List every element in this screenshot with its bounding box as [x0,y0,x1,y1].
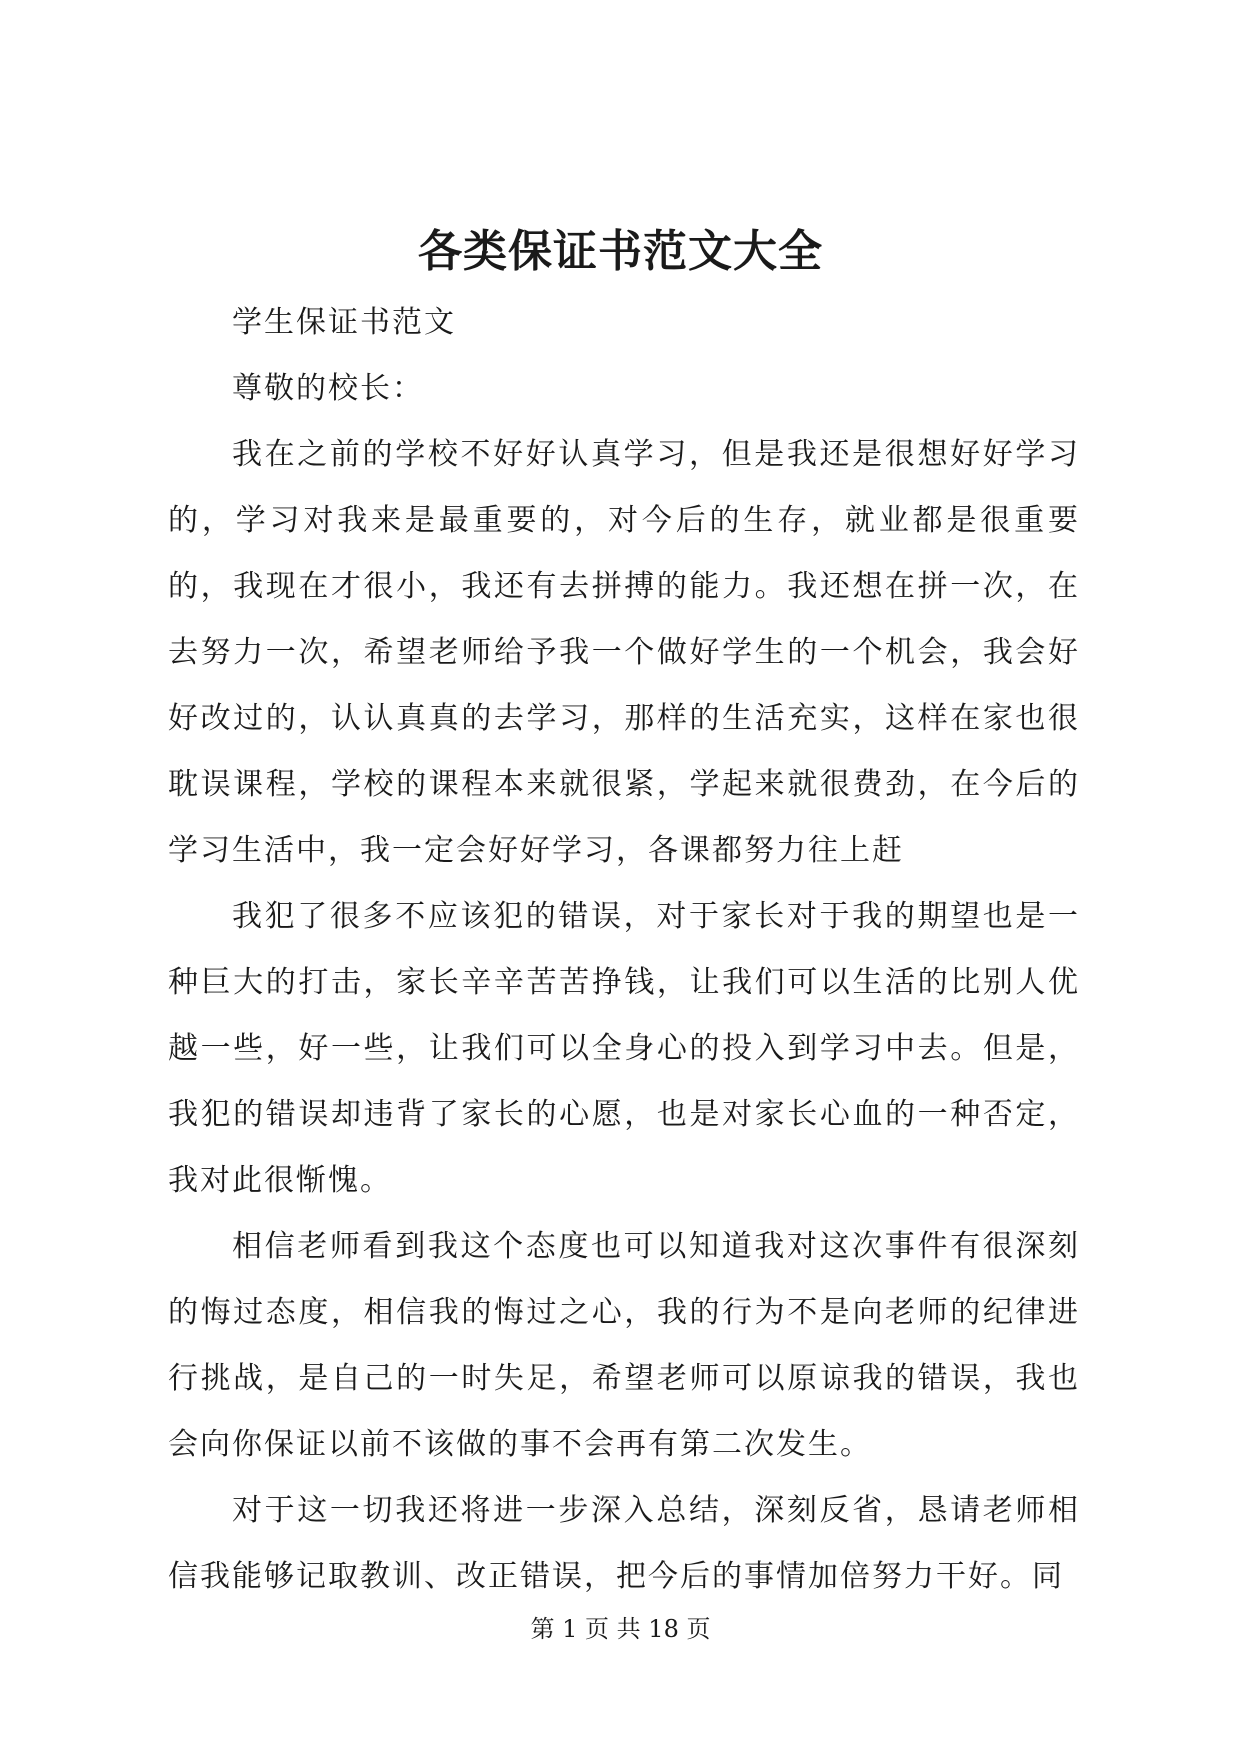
body-paragraph: 我犯了很多不应该犯的错误，对于家长对于我的期望也是一种巨大的打击，家长辛辛苦苦挣钱，让我们可以生活的比别人优越一些，好一些，让我们可以全身心的投入到学习中去。但是，我犯的错误却违背了家长的心愿，也是对家长心血的一种否定，我对此很惭愧。 [168,899,1080,1198]
section-heading: 学生保证书范文 [232,305,456,340]
body-paragraph: 对于这一切我还将进一步深入总结，深刻反省，恳请老师相信我能够记取教训、改正错误，把今后的事情加倍努力干好。同 [168,1493,1080,1594]
page-footer: 第 1 页 共 18 页 [530,1615,711,1643]
document-title: 各类保证书范文大全 [418,226,823,277]
body-paragraph: 相信老师看到我这个态度也可以知道我对这次事件有很深刻的悔过态度，相信我的悔过之心，我的行为不是向老师的纪律进行挑战，是自己的一时失足，希望老师可以原谅我的错误，我也会向你保证以前不该做的事不会再有第二次发生。 [168,1229,1080,1462]
salutation: 尊敬的校长： [232,371,424,406]
document-body [168,290,1080,1610]
body-paragraph: 我在之前的学校不好好认真学习，但是我还是很想好好学习的，学习对我来是最重要的，对今后的生存，就业都是很重要的，我现在才很小，我还有去拼搏的能力。我还想在拼一次，在去努力一次，希望老师给予我一个做好学生的一个机会，我会好好改过的，认认真真的去学习，那样的生活充实，这样在家也很耽误课程，学校的课程本来就很紧，学起来就很费劲，在今后的学习生活中，我一定会好好学习，各课都努力往上赶 [168,437,1080,868]
